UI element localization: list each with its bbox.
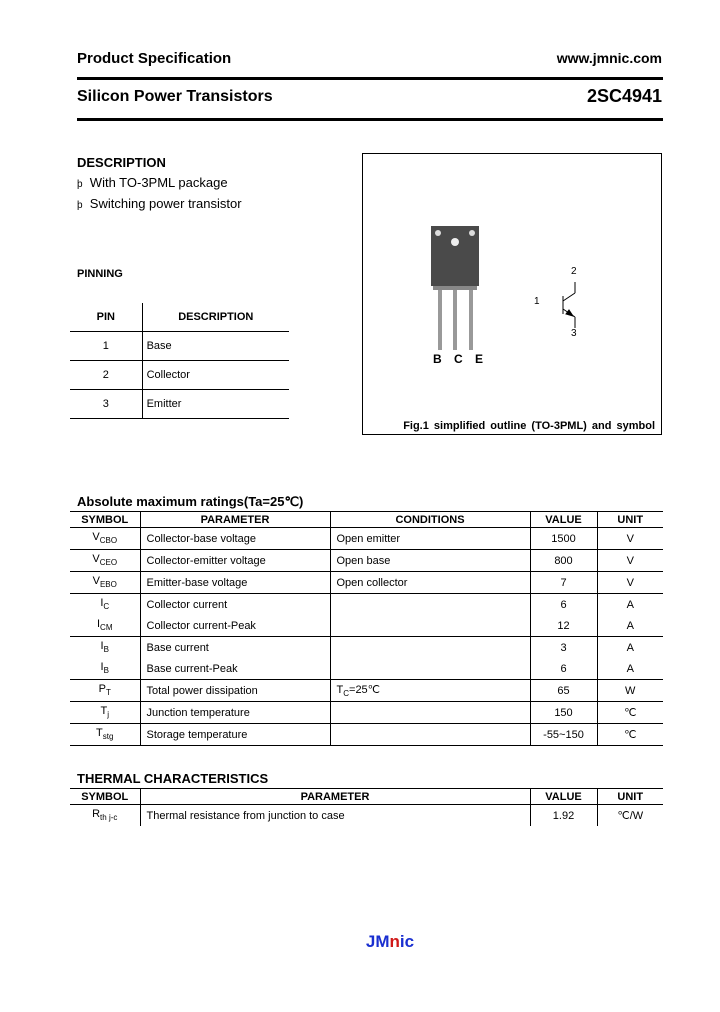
parameter-cell: Base current <box>140 637 330 659</box>
transistor-package-image <box>363 154 661 434</box>
part-number: 2SC4941 <box>586 86 662 106</box>
subtitle: Silicon Power Transistors <box>77 88 273 105</box>
thermal-title: THERMAL CHARACTERISTICS <box>77 771 269 786</box>
parameter-cell: Emitter-base voltage <box>140 572 330 594</box>
table-row: $R_{th j-c}$ Thermal resistance from junction to case 1.92 ℃/W <box>70 805 663 827</box>
table-row: 3 Emitter <box>70 390 289 419</box>
pinning-table <box>70 303 289 419</box>
ratings-title: Absolute maximum ratings(Ta=25℃) <box>77 494 304 509</box>
parameter-cell: Collector current-Peak <box>140 615 330 637</box>
pin-3-label: 3 <box>571 328 577 339</box>
conditions-cell <box>330 594 530 616</box>
table-row <box>70 724 663 746</box>
parameter-cell: Collector current <box>140 594 330 616</box>
header-rule <box>77 77 663 80</box>
list-item: þ Switching power transistor <box>77 196 242 211</box>
table-row <box>70 528 663 550</box>
value-cell: 65 <box>530 680 597 702</box>
parameter-cell: Collector-base voltage <box>140 528 330 550</box>
value-cell: 1500 <box>530 528 597 550</box>
unit-cell: W <box>597 680 663 702</box>
table-row <box>70 658 663 680</box>
description-list <box>77 173 242 215</box>
header-left: Product Specification <box>77 50 232 67</box>
unit-cell: ℃ <box>597 724 663 746</box>
value-cell: 3 <box>530 637 597 659</box>
header-website: www.jmnic.com <box>556 50 662 66</box>
unit-cell: V <box>597 550 663 572</box>
parameter-cell: Junction temperature <box>140 702 330 724</box>
unit-cell: A <box>626 641 634 654</box>
unit-cell: A <box>626 598 634 611</box>
unit-cell: A <box>597 615 663 637</box>
symbol-cell: $I_{CM}$ <box>70 615 140 637</box>
conditions-cell: Open base <box>330 550 530 572</box>
symbol-cell: $V_{CBO}$ <box>70 528 140 550</box>
conditions-cell <box>330 658 530 680</box>
symbol-cell: $T_{stg}$ <box>70 724 140 746</box>
conditions-cell: Open emitter <box>330 528 530 550</box>
lead-labels: B C E <box>433 352 484 366</box>
value-cell: 7 <box>530 572 597 594</box>
unit-cell: A <box>597 658 663 680</box>
symbol-cell: $I_B$ <box>70 658 140 680</box>
symbol-cell: $V_{CEO}$ <box>70 550 140 572</box>
pin-2-label: 2 <box>571 266 577 277</box>
transistor-symbol-icon <box>563 282 575 328</box>
list-item: þ With TO-3PML package <box>77 175 228 190</box>
table-row <box>70 594 663 616</box>
table-row <box>70 680 663 702</box>
value-cell: 12 <box>530 615 597 637</box>
figure-box <box>362 153 662 435</box>
unit-cell: V <box>597 572 663 594</box>
parameter-cell: Total power dissipation <box>140 680 330 702</box>
pin-1-label: 1 <box>534 296 540 307</box>
conditions-cell <box>330 637 530 659</box>
jmnic-logo: JMnic <box>365 932 415 951</box>
description-title: DESCRIPTION <box>77 155 166 170</box>
unit-cell: ℃ <box>597 702 663 724</box>
symbol-cell: $V_{EBO}$ <box>70 572 140 594</box>
symbol-cell: $I_B$ <box>70 637 140 659</box>
table-row <box>70 637 663 659</box>
conditions-cell <box>330 724 530 746</box>
table-row: 1 Base <box>70 332 289 361</box>
conditions-cell: Open collector <box>330 572 530 594</box>
table-header: SYMBOL PARAMETER CONDITIONS VALUE UNIT <box>70 512 663 528</box>
value-cell: 150 <box>530 702 597 724</box>
parameter-cell: Storage temperature <box>140 724 330 746</box>
unit-cell: V <box>597 528 663 550</box>
conditions-cell <box>330 702 530 724</box>
ratings-table <box>70 511 663 746</box>
subtitle-rule <box>77 118 663 121</box>
table-header: SYMBOL PARAMETER VALUE UNIT <box>70 789 663 805</box>
table-row <box>70 702 663 724</box>
value-cell: 6 <box>530 658 597 680</box>
table-row <box>70 615 663 637</box>
symbol-cell: $I_C$ <box>70 594 140 616</box>
parameter-cell: Base current-Peak <box>140 658 330 680</box>
table-row: 2 Collector <box>70 361 289 390</box>
parameter-cell: Collector-emitter voltage <box>140 550 330 572</box>
symbol-cell: $T_j$ <box>70 702 140 724</box>
table-header: PIN DESCRIPTION <box>70 303 289 332</box>
table-row <box>70 572 663 594</box>
conditions-cell: $T_C=25℃$ <box>330 680 530 702</box>
symbol-cell: $P_T$ <box>70 680 140 702</box>
pinning-title: PINNING <box>77 268 123 280</box>
figure-caption: Fig.1 simplified outline (TO-3PML) and symbol <box>403 420 655 432</box>
value-cell: -55~150 <box>530 724 597 746</box>
value-cell: 800 <box>530 550 597 572</box>
value-cell: 6 <box>530 594 597 616</box>
table-row <box>70 550 663 572</box>
thermal-table <box>70 788 663 826</box>
conditions-cell <box>330 615 530 637</box>
